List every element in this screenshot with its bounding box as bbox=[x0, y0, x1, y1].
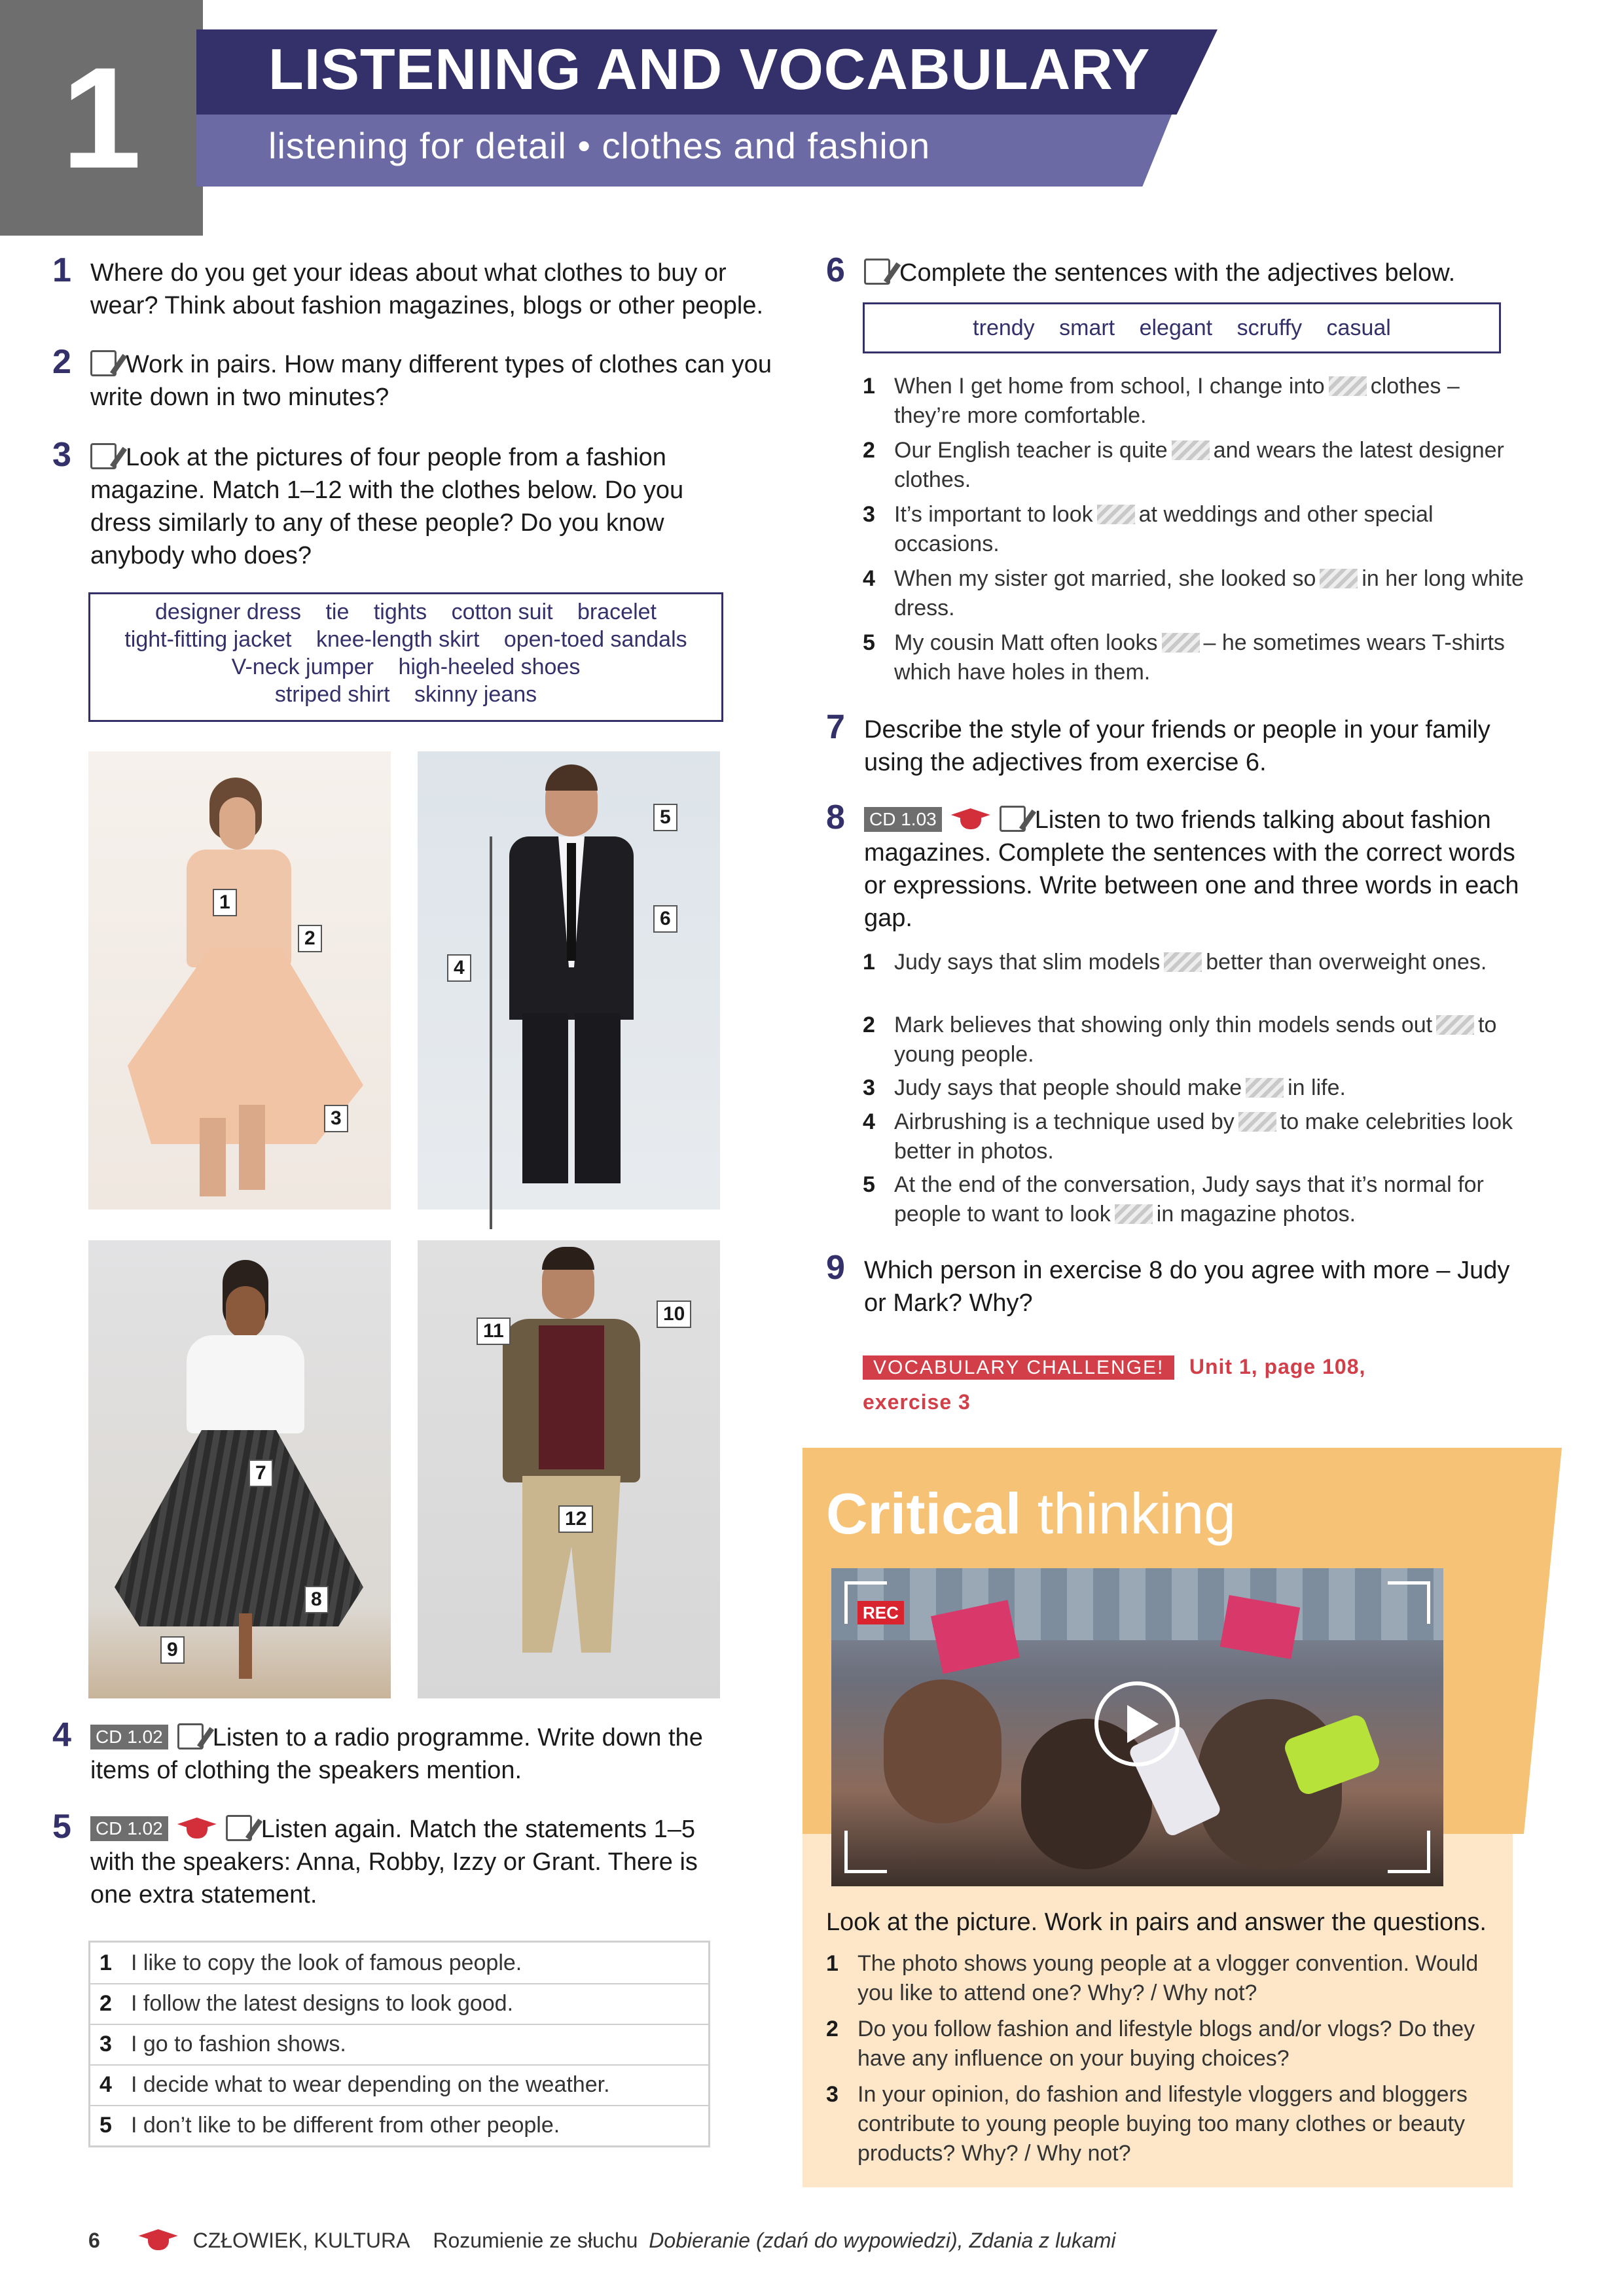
answer-gap[interactable] bbox=[1238, 1112, 1276, 1132]
sentence-item: 5 At the end of the conversation, Judy says that it’s normal for people to want to look in magazine photos. bbox=[863, 1172, 1484, 1227]
photo-label: 8 bbox=[304, 1586, 329, 1613]
unit-number: 1 bbox=[61, 37, 142, 198]
word: tights bbox=[373, 600, 427, 624]
pencil-icon bbox=[226, 1815, 252, 1841]
exercise-text: Look at the pictures of four people from a fashion magazine. Match 1–12 with the clothes below. Do you dress similarly to any of these people? Do you know anybody who does? bbox=[90, 444, 684, 569]
table-row: 4 I decide what to wear depending on the weather. bbox=[90, 2064, 708, 2106]
footer-topic: CZŁOWIEK, KULTURA bbox=[192, 2229, 410, 2252]
word: knee-length skirt bbox=[316, 627, 480, 652]
sentence-item: 4 When my sister got married, she looked so in her long white dress. bbox=[863, 566, 1524, 620]
photo-label: 10 bbox=[657, 1300, 691, 1328]
exam-cap-icon bbox=[951, 808, 990, 831]
word: bracelet bbox=[577, 600, 657, 624]
word: smart bbox=[1059, 315, 1115, 340]
exercise-number: 6 bbox=[826, 251, 845, 289]
page-number: 6 bbox=[88, 2229, 100, 2252]
rec-badge: REC bbox=[857, 1601, 904, 1624]
footer-skill: Rozumienie ze słuchu bbox=[433, 2229, 638, 2252]
photo-label: 4 bbox=[447, 954, 471, 982]
vocabulary-challenge-tag: VOCABULARY CHALLENGE! bbox=[863, 1355, 1174, 1380]
table-row: 3 I go to fashion shows. bbox=[90, 2024, 708, 2066]
photo-label: 12 bbox=[558, 1505, 593, 1533]
page-title: LISTENING AND VOCABULARY bbox=[268, 37, 1151, 101]
exercise-8 bbox=[826, 798, 1520, 941]
word: elegant bbox=[1139, 315, 1213, 340]
exercise-7 bbox=[826, 708, 1513, 785]
photo-label: 7 bbox=[249, 1460, 273, 1487]
photo-man-jacket bbox=[418, 1240, 720, 1698]
sentence-item: 1 Judy says that slim models better than overweight ones. bbox=[863, 950, 1487, 975]
critical-thinking-title: Critical thinking bbox=[826, 1481, 1236, 1546]
vocabulary-challenge-ref-exercise: exercise 3 bbox=[863, 1390, 971, 1414]
cd-track-badge: CD 1.02 bbox=[90, 1816, 168, 1841]
exercise-text: Work in pairs. How many different types of clothes can you write down in two minutes? bbox=[90, 351, 772, 411]
exercise-number: 2 bbox=[52, 343, 71, 381]
word: striped shirt bbox=[274, 682, 390, 707]
vlogger-convention-photo bbox=[831, 1568, 1443, 1886]
word: open-toed sandals bbox=[503, 627, 687, 652]
statements-table bbox=[88, 1941, 710, 2147]
answer-gap[interactable] bbox=[1246, 1078, 1284, 1098]
exercise-5 bbox=[52, 1808, 733, 1918]
question-item: 3 In your opinion, do fashion and lifestyle vloggers and bloggers contribute to young people buying too many clothes or beauty products? Why? / Why not? bbox=[826, 2082, 1468, 2166]
exercise-9 bbox=[826, 1249, 1520, 1326]
vocabulary-challenge bbox=[863, 1354, 1517, 1426]
cd-track-badge: CD 1.02 bbox=[90, 1725, 168, 1749]
sentence-item: 3 Judy says that people should make in life. bbox=[863, 1075, 1346, 1100]
photo-label: 3 bbox=[324, 1105, 348, 1132]
photo-label: 6 bbox=[653, 905, 677, 933]
pencil-icon bbox=[864, 259, 890, 285]
photo-label: 1 bbox=[213, 889, 237, 916]
page-footer bbox=[88, 2224, 1528, 2257]
pencil-icon bbox=[90, 350, 117, 376]
exercise-text: Which person in exercise 8 do you agree with more – Judy or Mark? Why? bbox=[864, 1257, 1510, 1317]
answer-gap[interactable] bbox=[1172, 440, 1210, 460]
exam-cap-icon bbox=[139, 2229, 178, 2251]
exercise-2 bbox=[52, 343, 772, 420]
exercise-6 bbox=[826, 251, 1533, 296]
photo-woman-dress bbox=[88, 751, 391, 1210]
exercise-text: Complete the sentences with the adjectives below. bbox=[899, 259, 1456, 287]
exam-cap-icon bbox=[177, 1818, 217, 1840]
exercise-number: 7 bbox=[826, 708, 845, 746]
word: cotton suit bbox=[451, 600, 553, 624]
table-row: 2 I follow the latest designs to look good. bbox=[90, 1983, 708, 2025]
word: scruffy bbox=[1236, 315, 1303, 340]
exercise-number: 8 bbox=[826, 798, 845, 836]
question-item: 1 The photo shows young people at a vlogger convention. Would you like to attend one? Why? / Why not? bbox=[826, 1951, 1479, 2005]
sentence-item: 2 Mark believes that showing only thin models sends out to young people. bbox=[863, 1013, 1497, 1067]
exercise-text: Listen again. Match the statements 1–5 with the speakers: Anna, Robby, Izzy or Grant. There is one extra statement. bbox=[90, 1816, 698, 1909]
photo-label: 2 bbox=[298, 925, 322, 952]
adjectives-word-box bbox=[863, 302, 1501, 353]
exercise-number: 1 bbox=[52, 251, 71, 289]
answer-gap[interactable] bbox=[1329, 376, 1367, 396]
word: tight-fitting jacket bbox=[124, 627, 292, 652]
photo-label: 5 bbox=[653, 804, 677, 831]
word: casual bbox=[1326, 315, 1391, 340]
photo-man-suit bbox=[418, 751, 720, 1210]
cd-track-badge: CD 1.03 bbox=[864, 807, 942, 832]
answer-gap[interactable] bbox=[1436, 1015, 1474, 1035]
exercise-number: 4 bbox=[52, 1716, 71, 1754]
exercise-3 bbox=[52, 436, 733, 579]
exercise-1 bbox=[52, 251, 772, 329]
clothes-word-box bbox=[88, 592, 723, 722]
critical-thinking-intro: Look at the picture. Work in pairs and answer the questions. bbox=[826, 1909, 1487, 1936]
photo-label: 9 bbox=[160, 1636, 185, 1664]
exercise-text: Listen to two friends talking about fashion magazines. Complete the sentences with the correct words or expressions. Write between one and three words in each gap. bbox=[864, 806, 1519, 932]
photo-label: 11 bbox=[477, 1318, 511, 1345]
answer-gap[interactable] bbox=[1164, 952, 1202, 972]
word: skinny jeans bbox=[414, 682, 537, 707]
table-row: 5 I don’t like to be different from other people. bbox=[99, 2113, 560, 2138]
word: trendy bbox=[973, 315, 1035, 340]
exercise-number: 3 bbox=[52, 436, 71, 474]
exercise-text: Where do you get your ideas about what clothes to buy or wear? Think about fashion magazines, blogs or other people. bbox=[90, 259, 764, 319]
exercise-number: 5 bbox=[52, 1808, 71, 1846]
exercise-number: 9 bbox=[826, 1249, 845, 1287]
sentence-item: 2 Our English teacher is quite and wears the latest designer clothes. bbox=[863, 438, 1504, 492]
exercise-text: Describe the style of your friends or people in your family using the adjectives from exercise 6. bbox=[864, 716, 1490, 776]
exercise-text: Listen to a radio programme. Write down the items of clothing the speakers mention. bbox=[90, 1724, 703, 1784]
answer-gap[interactable] bbox=[1162, 633, 1200, 653]
word: designer dress bbox=[155, 600, 302, 624]
vocabulary-challenge-ref[interactable]: Unit 1, page 108, bbox=[1189, 1355, 1366, 1378]
page-subtitle: listening for detail • clothes and fashion bbox=[268, 125, 931, 166]
photo-woman-skirt bbox=[88, 1240, 391, 1698]
word: V-neck jumper bbox=[231, 655, 374, 679]
pencil-icon bbox=[1000, 806, 1026, 832]
footer-task-types: Dobieranie (zdań do wypowiedzi), Zdania z lukami bbox=[649, 2229, 1116, 2252]
answer-gap[interactable] bbox=[1320, 569, 1358, 588]
question-item: 2 Do you follow fashion and lifestyle blogs and/or vlogs? Do they have any influence on your buying choices? bbox=[826, 2017, 1475, 2071]
answer-gap[interactable] bbox=[1097, 505, 1135, 524]
word: high-heeled shoes bbox=[398, 655, 581, 679]
answer-gap[interactable] bbox=[1115, 1204, 1153, 1224]
table-row: 1 I like to copy the look of famous people. bbox=[90, 1943, 708, 1984]
word: tie bbox=[325, 600, 350, 624]
sentence-item: 1 When I get home from school, I change into clothes – they’re more comfortable. bbox=[863, 374, 1460, 428]
play-icon[interactable] bbox=[1094, 1681, 1180, 1767]
sentence-item: 4 Airbrushing is a technique used by to make celebrities look better in photos. bbox=[863, 1109, 1513, 1164]
pencil-icon bbox=[177, 1723, 204, 1749]
exercise-4 bbox=[52, 1716, 746, 1793]
pencil-icon bbox=[90, 443, 117, 469]
sentence-item: 3 It’s important to look at weddings and other special occasions. bbox=[863, 502, 1434, 556]
sentence-item: 5 My cousin Matt often looks – he sometimes wears T-shirts which have holes in them. bbox=[863, 630, 1505, 685]
